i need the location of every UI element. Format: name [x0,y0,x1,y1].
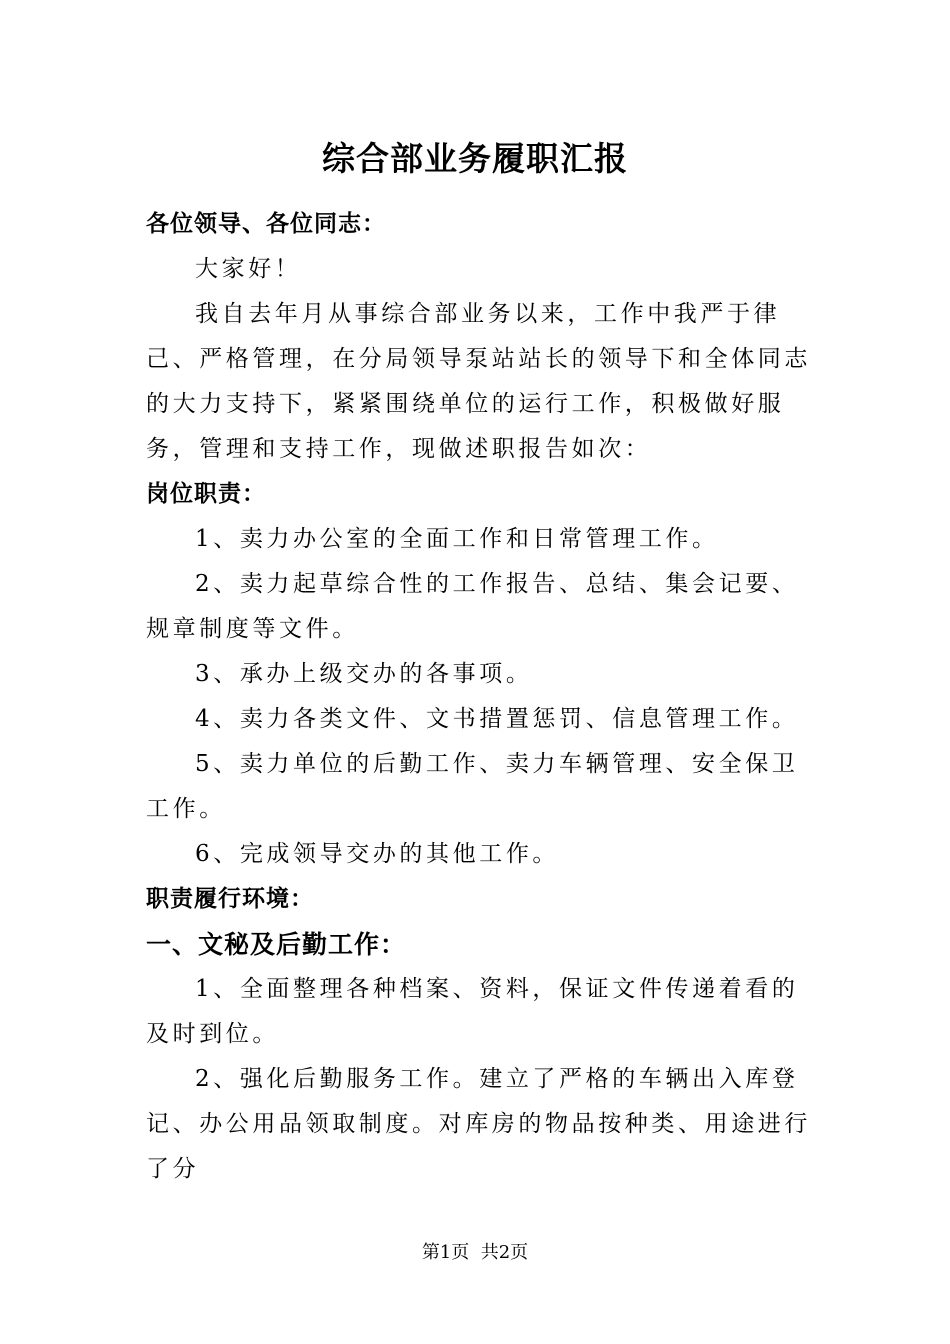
section-heading-duties: 岗位职责： [146,481,266,507]
subsection-heading-secretarial: 一、文秘及后勤工作： [146,930,407,959]
document-title: 综合部业务履职汇报 [322,139,628,178]
page-number: 第1页 [421,1242,470,1263]
document-body [146,202,814,1192]
duty-item: 6、完成领导交办的其他工作。 [195,841,560,867]
page-footer [0,1240,950,1266]
duty-item: 2、卖力起草综合性的工作报告、总结、集会记要、规章制度等文件。 [146,571,799,642]
duty-item: 3、承办上级交办的各事项。 [195,661,533,687]
page-total: 共2页 [480,1242,529,1263]
duty-item: 1、卖力办公室的全面工作和日常管理工作。 [195,526,719,552]
duty-item: 4、卖力各类文件、文书措置惩罚、信息管理工作。 [195,706,799,732]
performance-item: 1、全面整理各种档案、资料，保证文件传递着看的及时到位。 [146,976,799,1047]
duty-item: 5、卖力单位的后勤工作、卖力车辆管理、安全保卫工作。 [146,751,799,822]
greeting: 大家好！ [195,256,302,282]
salutation: 各位领导、各位同志： [146,211,386,237]
section-heading-performance: 职责履行环境： [146,886,314,912]
intro-paragraph: 我自去年月从事综合部业务以来，工作中我严于律己、严格管理，在分局领导泵站站长的领导下和全体同志的大力支持下，紧紧围绕单位的运行工作，积极做好服务，管理和支持工作，现做述职报告如次： [146,301,811,462]
performance-item: 2、强化后勤服务工作。建立了严格的车辆出入库登记、办公用品领取制度。对库房的物品按种类、用途进行了分 [146,1066,811,1182]
